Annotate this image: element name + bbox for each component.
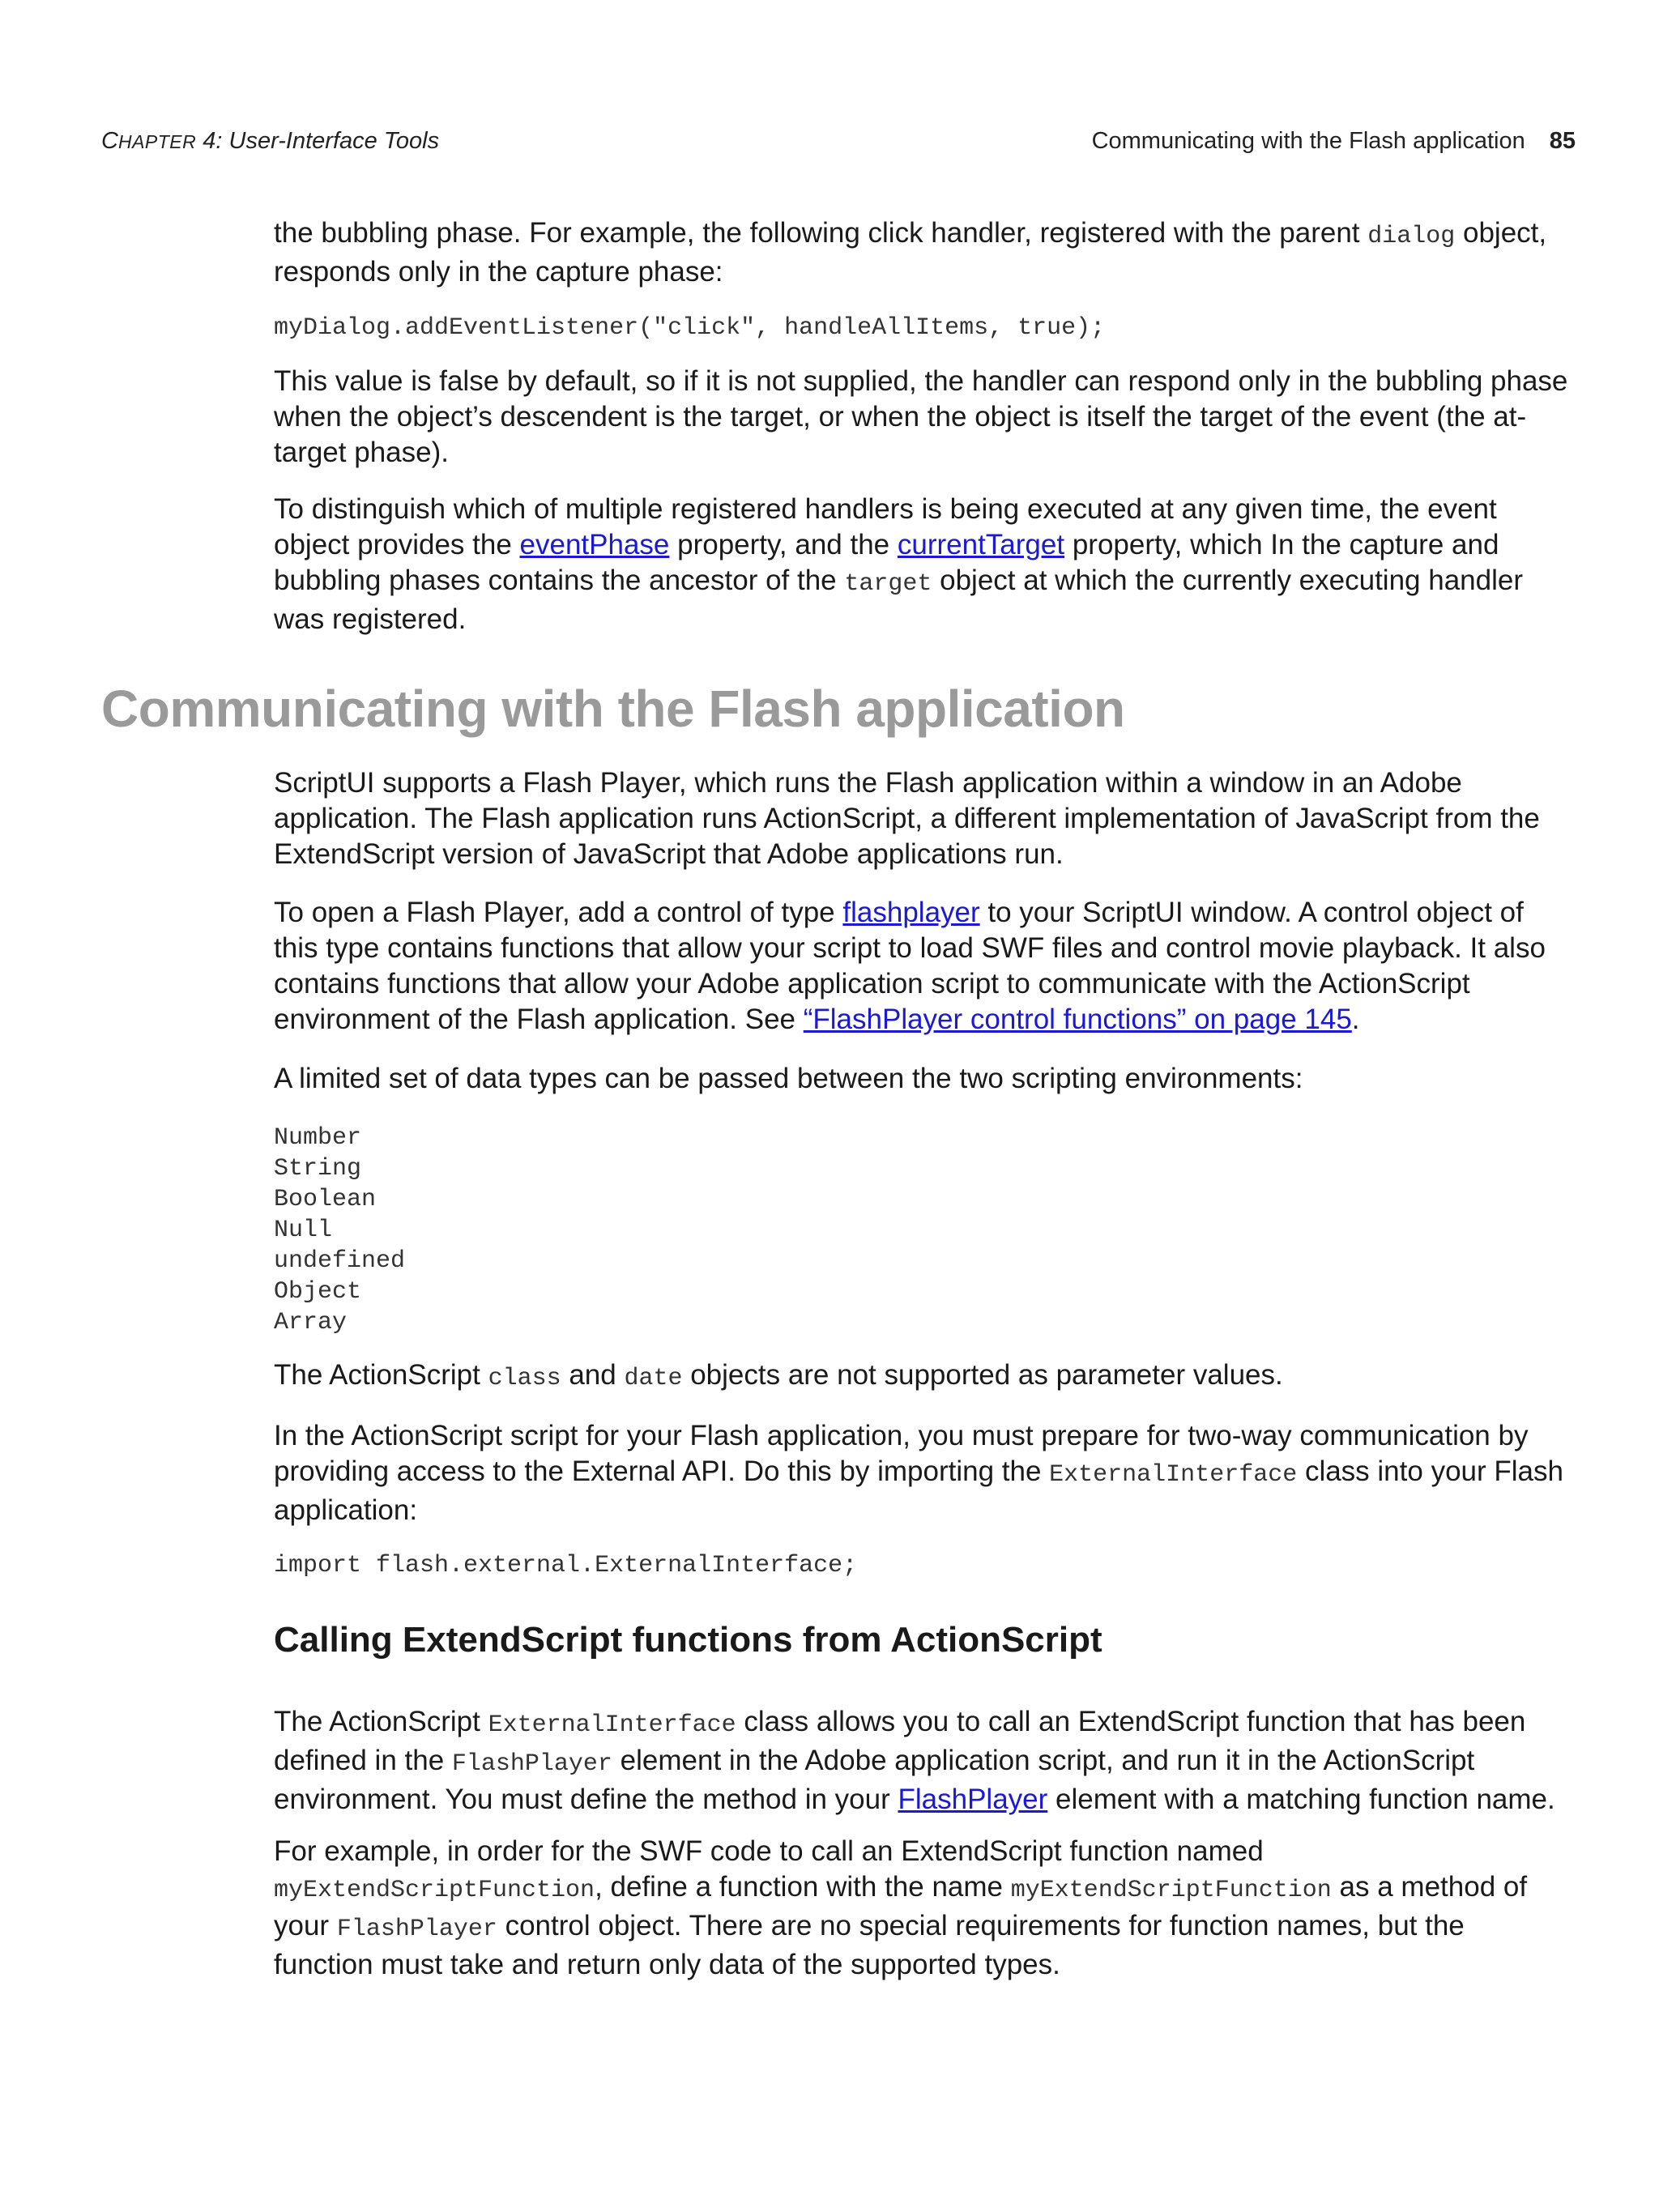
paragraph-bubbling-phase: the bubbling phase. For example, the following click handler, registered with the parent dialog object, responds only in the capture phase:	[274, 217, 1547, 288]
inline-code: FlashPlayer	[451, 1750, 612, 1778]
code-sample-addeventlistener: myDialog.addEventListener("click", handleAllItems, true);	[274, 314, 1106, 342]
subsection-heading: Calling ExtendScript functions from ActionScript	[274, 1620, 1102, 1660]
paragraph-scriptui-flash: ScriptUI supports a Flash Player, which runs the Flash application within a window in an Adobe application. The Flash application runs ActionScript, a different implementation of JavaScript from the ExtendScript version of JavaScript that Adobe applications run.	[274, 767, 1540, 870]
link-flashplayer[interactable]: flashplayer	[842, 897, 980, 928]
list-item: Array	[274, 1309, 348, 1336]
paragraph-distinguish-handlers: To distinguish which of multiple registered handlers is being executed at any given time, the event object provides the eventPhase property, and the currentTarget property, which In the capture and bubbling phases contains the ancestor of the target object at which the currently executing handler was registered.	[274, 493, 1523, 635]
inline-code: date	[624, 1365, 683, 1392]
section-heading: Communicating with the Flash application	[101, 680, 1125, 738]
inline-code: myExtendScriptFunction	[274, 1877, 595, 1904]
paragraph-open-flash-player: To open a Flash Player, add a control of type flashplayer to your ScriptUI window. A control object of this type contains functions that allow your script to load SWF files and control movie playback. It also contains functions that allow your Adobe application script to communicate with the ActionScript environment of the Flash application. See “FlashPlayer control functions” on page 145.	[274, 897, 1546, 1035]
link-flashplayer-element[interactable]: FlashPlayer	[898, 1784, 1048, 1815]
list-item: Object	[274, 1278, 362, 1306]
list-item: String	[274, 1155, 362, 1183]
list-item: Boolean	[274, 1186, 377, 1213]
paragraph-external-api: In the ActionScript script for your Flash application, you must prepare for two-way communication by providing access to the External API. Do this by importing the ExternalInterface class into your Flash application:	[274, 1420, 1563, 1526]
inline-code: ExternalInterface	[1049, 1461, 1298, 1489]
inline-code: dialog	[1367, 223, 1456, 250]
paragraph-data-types: A limited set of data types can be passed between the two scripting environments:	[274, 1063, 1303, 1094]
list-item: Number	[274, 1124, 362, 1152]
list-item: undefined	[274, 1247, 406, 1275]
header-right	[1092, 128, 1576, 155]
inline-code: class	[488, 1365, 561, 1392]
inline-code: ExternalInterface	[488, 1711, 736, 1739]
inline-code: target	[844, 570, 932, 598]
link-eventphase[interactable]: eventPhase	[519, 529, 670, 560]
inline-code: myExtendScriptFunction	[1010, 1877, 1332, 1904]
paragraph-default-false: This value is false by default, so if it is not supplied, the handler can respond only in the bubbling phase when the object’s descendent is the target, or when the object is itself the target of the event (the at-target phase).	[274, 365, 1568, 468]
data-types-list	[274, 1123, 1570, 1338]
running-header	[101, 128, 1576, 160]
code-sample-import: import flash.external.ExternalInterface;	[274, 1552, 858, 1579]
link-flashplayer-control-functions[interactable]: “FlashPlayer control functions” on page 145	[803, 1004, 1352, 1035]
page-number: 85	[1549, 128, 1576, 154]
header-section-title: Communicating with the Flash application	[1091, 128, 1525, 154]
paragraph-externalinterface: The ActionScript ExternalInterface class allows you to call an ExtendScript function that has been defined in the FlashPlayer element in the Adobe application script, and run it in the ActionScript environment. You must define the method in your FlashPlayer element with a matching function name.	[274, 1706, 1555, 1815]
link-currenttarget[interactable]: currentTarget	[897, 529, 1065, 560]
paragraph-example-function: For example, in order for the SWF code to call an ExtendScript function named myExtendScriptFunction, define a function with the name myExtendScriptFunction as a method of your FlashPlayer control object. There are no special requirements for function names, but the function must take and return only data of the supported types.	[274, 1835, 1528, 1980]
chapter-title: CHAPTER 4: User-Interface Tools	[101, 128, 440, 154]
paragraph-class-date: The ActionScript class and date objects are not supported as parameter values.	[274, 1359, 1283, 1392]
list-item: Null	[274, 1217, 333, 1244]
inline-code: FlashPlayer	[336, 1916, 497, 1943]
